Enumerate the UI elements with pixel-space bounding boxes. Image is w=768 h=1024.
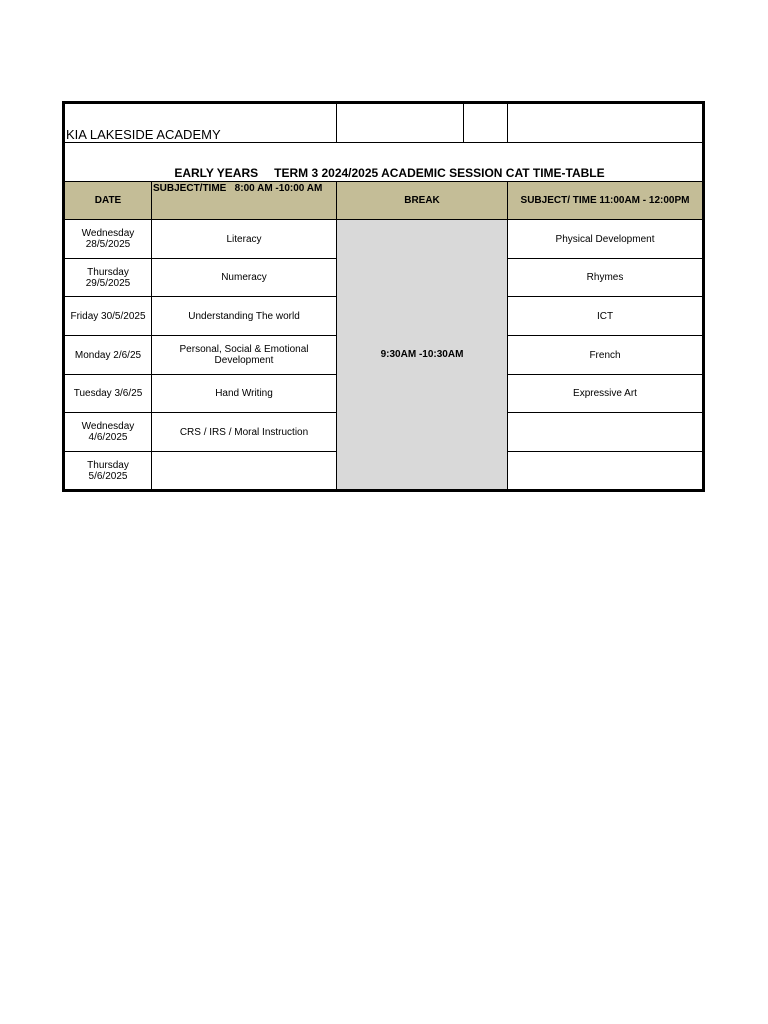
date-cell: Thursday 29/5/2025 — [65, 259, 152, 297]
timetable-sheet — [64, 103, 702, 490]
header-subject-time-2: SUBJECT/ TIME 11:00AM - 12:00PM — [508, 182, 703, 220]
subject1-cell: CRS / IRS / Moral Instruction — [152, 413, 337, 452]
school-row — [65, 104, 703, 143]
subject1-cell: Hand Writing — [152, 375, 337, 413]
date-cell: Friday 30/5/2025 — [65, 297, 152, 336]
break-time-cell: 9:30AM -10:30AM — [337, 220, 508, 490]
subject1-cell: Personal, Social & Emotional Development — [152, 336, 337, 375]
subject2-cell — [508, 413, 703, 452]
subject2-cell: French — [508, 336, 703, 375]
title-section: EARLY YEARS — [174, 166, 259, 180]
title-row — [65, 143, 703, 182]
subject1-cell: Understanding The world — [152, 297, 337, 336]
header-subject-time-1: SUBJECT/TIME 8:00 AM -10:00 AM — [152, 182, 337, 220]
date-cell: Wednesday 4/6/2025 — [65, 413, 152, 452]
date-cell: Wednesday 28/5/2025 — [65, 220, 152, 259]
header-date: DATE — [65, 182, 152, 220]
subject2-cell: Expressive Art — [508, 375, 703, 413]
school-name: KIA LAKESIDE ACADEMY — [65, 104, 152, 143]
subject1-cell — [152, 452, 337, 490]
date-cell: Tuesday 3/6/25 — [65, 375, 152, 413]
page-title — [65, 143, 703, 182]
empty-cell — [464, 104, 508, 143]
header-break: BREAK — [337, 182, 508, 220]
subject2-cell: Physical Development — [508, 220, 703, 259]
subject2-cell: ICT — [508, 297, 703, 336]
empty-cell — [337, 104, 464, 143]
subject2-cell: Rhymes — [508, 259, 703, 297]
title-term: TERM 3 2024/2025 ACADEMIC SESSION CAT TIME-TABLE — [274, 166, 605, 180]
date-cell: Monday 2/6/25 — [65, 336, 152, 375]
empty-cell — [508, 104, 703, 143]
subject1-cell: Literacy — [152, 220, 337, 259]
date-cell: Thursday 5/6/2025 — [65, 452, 152, 490]
timetable — [64, 103, 703, 490]
table-row — [65, 220, 703, 259]
header-row — [65, 182, 703, 220]
subject1-cell: Numeracy — [152, 259, 337, 297]
subject2-cell — [508, 452, 703, 490]
